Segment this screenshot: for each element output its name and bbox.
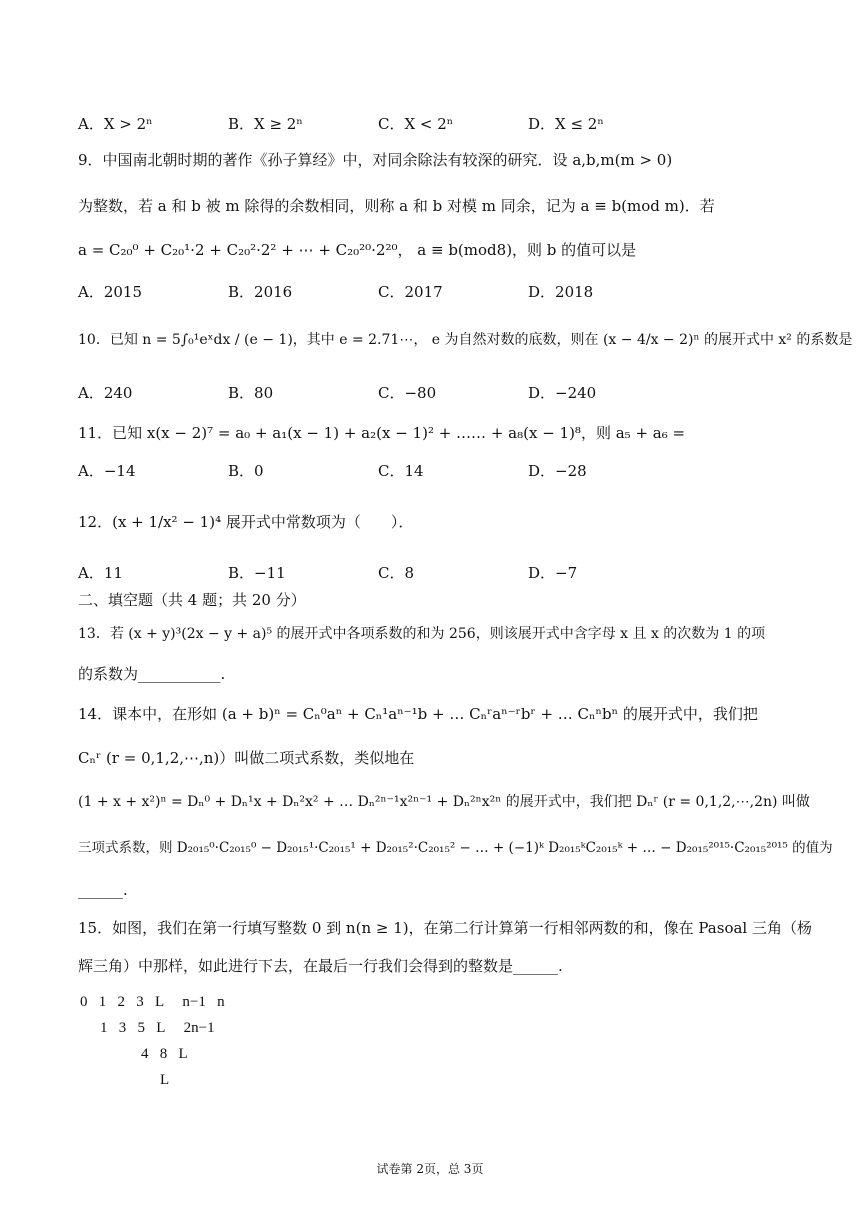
section-heading: 二、填空题（共 4 题；共 20 分） [78, 591, 306, 609]
q9-option-d: D．2018 [528, 283, 594, 301]
q15-line-1: 15．如图，我们在第一行填写整数 0 到 n(n ≥ 1)，在第二行计算第一行相邻两数的和，像在 Pasoal 三角（杨 [78, 919, 812, 937]
q11-line-1: 11．已知 x(x − 2)⁷ = a₀ + a₁(x − 1) + a₂(x − 1)² + …… + a₈(x − 1)⁸，则 a₅ + a₆ = [78, 424, 686, 442]
q10-option-a: A．240 [78, 384, 133, 402]
q14-line-3: (1 + x + x²)ⁿ = Dₙ⁰ + Dₙ¹x + Dₙ²x² + … Dₙ²ⁿ⁻¹x²ⁿ⁻¹ + Dₙ²ⁿx²ⁿ 的展开式中，我们把 Dₙʳ (r = 0,1,2,⋯,2n) 叫做 [78, 794, 810, 810]
q14-line-1: 14．课本中，在形如 (a + b)ⁿ = Cₙ⁰aⁿ + Cₙ¹aⁿ⁻¹b + … Cₙʳaⁿ⁻ʳbʳ + … Cₙⁿbⁿ 的展开式中，我们把 [78, 705, 758, 723]
q8-option-b: B．X ≥ 2ⁿ [228, 115, 303, 133]
triangle-row-1: 0 1 2 3 L n−1 n [80, 994, 225, 1010]
q12-option-b: B．−11 [228, 564, 286, 582]
q11-option-d: D．−28 [528, 462, 587, 480]
q9-line-2: 为整数，若 a 和 b 被 m 除得的余数相同，则称 a 和 b 对模 m 同余，记为 a ≡ b(mod m)．若 [78, 197, 715, 215]
q10-line-1: 10．已知 n = 5∫₀¹eˣdx / (e − 1)，其中 e = 2.71⋯， e 为自然对数的底数，则在 (x − 4/x − 2)ⁿ 的展开式中 x² 的系数是 [78, 332, 853, 348]
q10-option-b: B．80 [228, 384, 274, 402]
q12-option-a: A．11 [78, 564, 123, 582]
q9-line-3: a = C₂₀⁰ + C₂₀¹·2 + C₂₀²·2² + ⋯ + C₂₀²⁰·2²⁰， a ≡ b(mod8)，则 b 的值可以是 [78, 241, 637, 259]
q8-option-a: A．X > 2ⁿ [78, 115, 153, 133]
q14-line-4: 三项式系数，则 D₂₀₁₅⁰·C₂₀₁₅⁰ − D₂₀₁₅¹·C₂₀₁₅¹ + D₂₀₁₅²·C₂₀₁₅² − … + (−1)ᵏ D₂₀₁₅ᵏC₂₀₁₅ᵏ + … − D₂₀₁₅²⁰¹⁵·C₂₀₁₅²⁰¹⁵ 的值为 [78, 840, 833, 856]
q8-option-d: D．X ≤ 2ⁿ [528, 115, 604, 133]
q11-option-b: B．0 [228, 462, 264, 480]
q10-option-d: D．−240 [528, 384, 597, 402]
q9-option-c: C．2017 [378, 283, 443, 301]
q12-option-c: C．8 [378, 564, 415, 582]
page-footer: 试卷第 2页，总 3页 [376, 1162, 484, 1176]
q11-option-a: A．−14 [78, 462, 136, 480]
q11-option-c: C．14 [378, 462, 424, 480]
q9-option-b: B．2016 [228, 283, 293, 301]
triangle-row-3: 4 8 L [141, 1046, 188, 1062]
triangle-row-4: L [160, 1072, 170, 1088]
q13-line-1: 13．若 (x + y)³(2x − y + a)⁵ 的展开式中各项系数的和为 256，则该展开式中含字母 x 且 x 的次数为 1 的项 [78, 626, 766, 642]
q12-line-1: 12．(x + 1/x² − 1)⁴ 展开式中常数项为（ ）． [78, 513, 414, 531]
q12-option-d: D．−7 [528, 564, 578, 582]
q9-option-a: A．2015 [78, 283, 143, 301]
q14-line-5: ______. [78, 881, 128, 899]
q10-option-c: C．−80 [378, 384, 437, 402]
q8-option-c: C．X < 2ⁿ [378, 115, 454, 133]
triangle-row-2: 1 3 5 L 2n−1 [100, 1020, 215, 1036]
q13-line-2: 的系数为___________. [78, 665, 226, 683]
q9-line-1: 9．中国南北朝时期的著作《孙子算经》中，对同余除法有较深的研究．设 a,b,m(m > 0) [78, 151, 673, 169]
q15-line-2: 辉三角）中那样，如此进行下去，在最后一行我们会得到的整数是______. [78, 957, 563, 975]
q14-line-2: Cₙʳ (r = 0,1,2,⋯,n)）叫做二项式系数，类似地在 [78, 749, 415, 767]
